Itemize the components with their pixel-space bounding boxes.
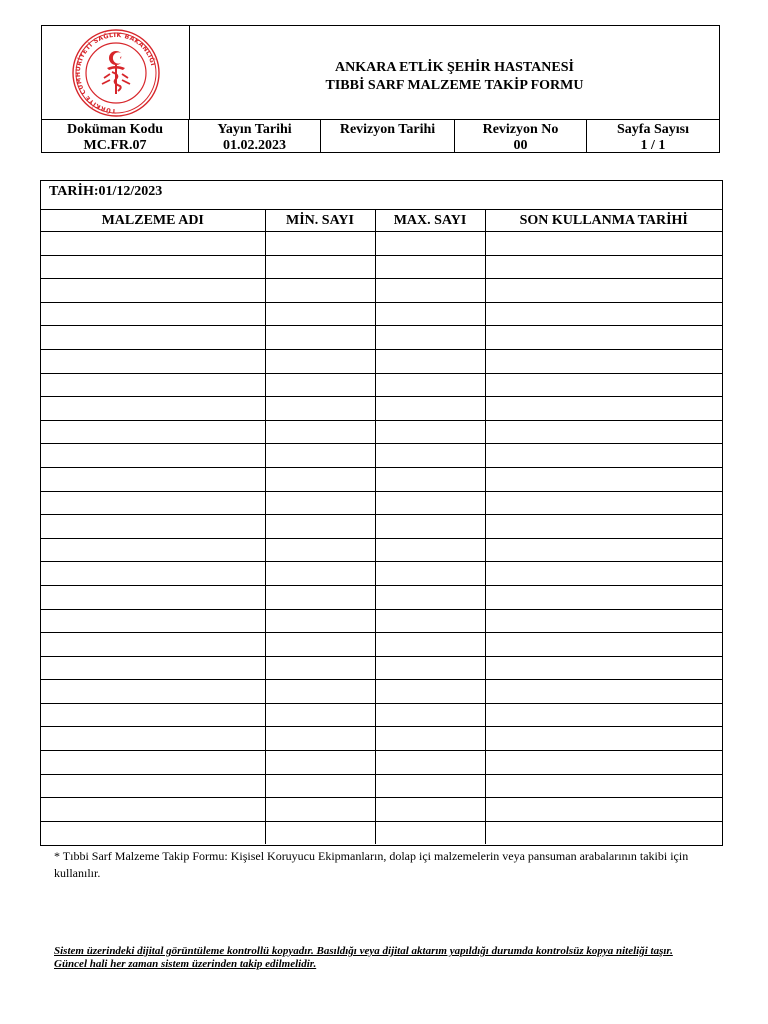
table-row [41,727,722,751]
cell-min-count[interactable] [265,727,375,751]
meta-value: 1 / 1 [640,138,666,153]
cell-expiry-date[interactable] [485,279,722,303]
cell-expiry-date[interactable] [485,491,722,515]
cell-material-name[interactable] [41,349,265,373]
table-row [41,349,722,373]
footer-line-1: Sistem üzerindeki dijital görüntüleme kontrollü kopyadır. Basıldığı veya dijital aktarım yapıldığı durumda kontrolsüz kopya niteliği taşır. [54,945,673,957]
cell-material-name[interactable] [41,538,265,562]
header-title [190,26,719,119]
cell-expiry-date[interactable] [485,609,722,633]
table-row [41,467,722,491]
cell-expiry-date[interactable] [485,373,722,397]
meta-value: 01.02.2023 [223,138,286,153]
cell-expiry-date[interactable] [485,585,722,609]
cell-material-name[interactable] [41,467,265,491]
table-row [41,538,722,562]
table-row [41,798,722,822]
cell-expiry-date[interactable] [485,397,722,421]
cell-max-count[interactable] [375,397,485,421]
table-row [41,326,722,350]
cell-material-name[interactable] [41,515,265,539]
cell-max-count[interactable] [375,680,485,704]
cell-material-name[interactable] [41,279,265,303]
document-meta-row [42,119,719,152]
meta-document-code [42,120,189,152]
cell-max-count[interactable] [375,302,485,326]
cell-expiry-date[interactable] [485,349,722,373]
table-row [41,703,722,727]
cell-max-count[interactable] [375,727,485,751]
cell-material-name[interactable] [41,656,265,680]
cell-min-count[interactable] [265,373,375,397]
cell-material-name[interactable] [41,821,265,844]
cell-expiry-date[interactable] [485,232,722,256]
cell-material-name[interactable] [41,703,265,727]
cell-expiry-date[interactable] [485,467,722,491]
cell-min-count[interactable] [265,302,375,326]
cell-min-count[interactable] [265,420,375,444]
cell-min-count[interactable] [265,798,375,822]
cell-min-count[interactable] [265,255,375,279]
logo-text: TÜRKİYE CUMHURİYETİ SAĞLIK BAKANLIĞI [74,31,156,114]
cell-min-count[interactable] [265,467,375,491]
table-row [41,515,722,539]
table-row [41,491,722,515]
table-row [41,232,722,256]
cell-max-count[interactable] [375,373,485,397]
meta-label: Yayın Tarihi [217,122,292,137]
column-header-row [41,210,722,232]
meta-revision-no [455,120,587,152]
meta-label: Sayfa Sayısı [617,122,689,137]
cell-min-count[interactable] [265,491,375,515]
table-row [41,562,722,586]
form-title: TIBBİ SARF MALZEME TAKİP FORMU [325,77,584,93]
cell-min-count[interactable] [265,774,375,798]
cell-material-name[interactable] [41,751,265,775]
cell-min-count[interactable] [265,656,375,680]
cell-material-name[interactable] [41,326,265,350]
cell-max-count[interactable] [375,232,485,256]
cell-min-count[interactable] [265,515,375,539]
cell-max-count[interactable] [375,279,485,303]
cell-expiry-date[interactable] [485,727,722,751]
date-row: TARİH:01/12/2023 [41,181,722,210]
footer-line-2: Güncel hali her zaman sistem üzerinden takip edilmelidir. [54,958,317,970]
cell-min-count[interactable] [265,703,375,727]
cell-max-count[interactable] [375,798,485,822]
cell-material-name[interactable] [41,444,265,468]
table-row [41,656,722,680]
cell-min-count[interactable] [265,585,375,609]
meta-page-count [587,120,719,152]
cell-material-name[interactable] [41,232,265,256]
cell-max-count[interactable] [375,491,485,515]
table-row [41,774,722,798]
column-header-max-count: MAX. SAYI [375,210,485,232]
cell-expiry-date[interactable] [485,302,722,326]
cell-max-count[interactable] [375,562,485,586]
cell-min-count[interactable] [265,279,375,303]
cell-expiry-date[interactable] [485,326,722,350]
cell-material-name[interactable] [41,562,265,586]
cell-expiry-date[interactable] [485,420,722,444]
cell-expiry-date[interactable] [485,798,722,822]
supply-grid [41,210,722,844]
table-row [41,279,722,303]
meta-publish-date [189,120,321,152]
meta-revision-date [321,120,455,152]
cell-min-count[interactable] [265,751,375,775]
hospital-name: ANKARA ETLİK ŞEHİR HASTANESİ [335,59,574,75]
cell-max-count[interactable] [375,326,485,350]
cell-max-count[interactable] [375,703,485,727]
table-row [41,420,722,444]
grid-body [41,232,722,845]
cell-max-count[interactable] [375,821,485,844]
cell-max-count[interactable] [375,656,485,680]
cell-max-count[interactable] [375,255,485,279]
meta-label: Doküman Kodu [66,122,164,137]
cell-expiry-date[interactable] [485,821,722,844]
cell-material-name[interactable] [41,633,265,657]
cell-material-name[interactable] [41,420,265,444]
cell-material-name[interactable] [41,491,265,515]
meta-value: MC.FR.07 [83,138,147,153]
cell-min-count[interactable] [265,232,375,256]
cell-min-count[interactable] [265,538,375,562]
column-header-expiry-date: SON KULLANMA TARİHİ [485,210,722,232]
cell-material-name[interactable] [41,680,265,704]
cell-expiry-date[interactable] [485,680,722,704]
table-row [41,302,722,326]
cell-material-name[interactable] [41,397,265,421]
document-header [41,25,720,153]
table-row [41,680,722,704]
cell-material-name[interactable] [41,798,265,822]
cell-expiry-date[interactable] [485,444,722,468]
cell-min-count[interactable] [265,444,375,468]
cell-min-count[interactable] [265,821,375,844]
cell-material-name[interactable] [41,373,265,397]
table-row [41,633,722,657]
cell-max-count[interactable] [375,751,485,775]
cell-max-count[interactable] [375,467,485,491]
cell-min-count[interactable] [265,349,375,373]
cell-max-count[interactable] [375,585,485,609]
cell-expiry-date[interactable] [485,562,722,586]
meta-label: Revizyon No [482,122,559,137]
cell-max-count[interactable] [375,633,485,657]
cell-min-count[interactable] [265,326,375,350]
usage-note: * Tıbbi Sarf Malzeme Takip Formu: Kişisel Koruyucu Ekipmanların, dolap içi malzemelerin veya pansuman arabalarının takibi için kullanılır. [54,849,689,880]
cell-material-name[interactable] [41,585,265,609]
cell-min-count[interactable] [265,562,375,586]
cell-expiry-date[interactable] [485,255,722,279]
cell-expiry-date[interactable] [485,515,722,539]
cell-min-count[interactable] [265,397,375,421]
cell-max-count[interactable] [375,515,485,539]
table-row [41,751,722,775]
cell-max-count[interactable] [375,420,485,444]
cell-expiry-date[interactable] [485,633,722,657]
cell-material-name[interactable] [41,302,265,326]
cell-material-name[interactable] [41,727,265,751]
column-header-min-count: MİN. SAYI [265,210,375,232]
table-row [41,444,722,468]
logo-cell [42,26,190,119]
table-row [41,609,722,633]
cell-max-count[interactable] [375,538,485,562]
cell-min-count[interactable] [265,680,375,704]
ministry-of-health-logo [60,28,172,118]
cell-expiry-date[interactable] [485,703,722,727]
table-row [41,255,722,279]
cell-max-count[interactable] [375,349,485,373]
cell-expiry-date[interactable] [485,751,722,775]
cell-max-count[interactable] [375,774,485,798]
cell-expiry-date[interactable] [485,656,722,680]
meta-label: Revizyon Tarihi [339,122,436,137]
table-row [41,397,722,421]
cell-max-count[interactable] [375,609,485,633]
cell-material-name[interactable] [41,255,265,279]
column-header-material-name: MALZEME ADI [41,210,265,232]
table-row [41,821,722,844]
cell-min-count[interactable] [265,633,375,657]
cell-max-count[interactable] [375,444,485,468]
table-row [41,585,722,609]
supply-tracking-table [40,180,723,846]
cell-material-name[interactable] [41,609,265,633]
footer-disclaimer [54,945,734,971]
cell-material-name[interactable] [41,774,265,798]
table-row [41,373,722,397]
cell-expiry-date[interactable] [485,774,722,798]
meta-value: 00 [513,138,528,153]
cell-min-count[interactable] [265,609,375,633]
cell-expiry-date[interactable] [485,538,722,562]
